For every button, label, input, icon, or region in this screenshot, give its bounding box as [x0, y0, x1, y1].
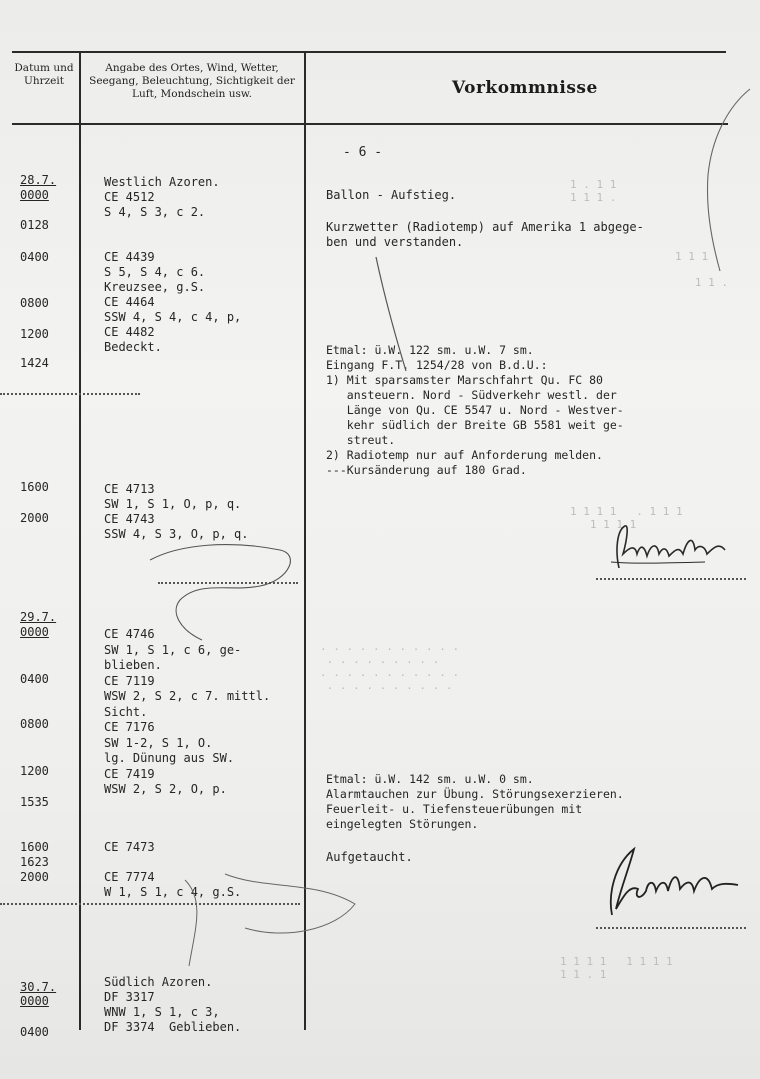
time-entry: 1623	[20, 855, 49, 869]
bleed-through-text: 1 . 1 1 1 1 1 .	[570, 178, 617, 204]
time-entry: 0000	[20, 625, 49, 639]
event-entry: Aufgetaucht.	[326, 850, 413, 864]
pencil-mark	[372, 255, 412, 375]
header-vorkommnisse: Vorkommnisse	[452, 78, 598, 98]
time-entry: 0000	[20, 994, 49, 1008]
time-entry: 0128	[20, 218, 49, 232]
time-entry: 1600	[20, 840, 49, 854]
column-divider-1	[79, 53, 81, 1030]
bleed-through-text: 1 1 1 1 1 1 1 1 1 1 . 1	[560, 955, 673, 981]
date-30-7: 30.7.	[20, 980, 57, 994]
weather-entry: CE 4713 SW 1, S 1, O, p, q. CE 4743 SSW 4, S 3, O, p, q.	[104, 482, 249, 541]
pencil-mark	[140, 540, 310, 650]
weather-entry: Südlich Azoren. DF 3317 WNW 1, S 1, c 3, DF 3374 Geblieben.	[104, 975, 242, 1034]
bleed-through-text: 1 1 1 1 1 .	[675, 250, 728, 289]
signature-1	[605, 520, 735, 575]
time-entry: 0000	[20, 188, 49, 202]
time-entry: 0400	[20, 1025, 49, 1039]
time-entry: 2000	[20, 511, 49, 525]
time-entry: 1200	[20, 327, 49, 341]
page-number: - 6 -	[343, 145, 383, 160]
date-28-7: 28.7.	[20, 173, 57, 187]
pencil-mark	[690, 85, 756, 275]
signature-2	[600, 845, 745, 920]
pencil-mark	[165, 870, 365, 970]
time-entry: 1424	[20, 356, 49, 370]
time-entry: 1200	[20, 764, 49, 778]
header-datum: Datum und Uhrzeit	[14, 62, 74, 87]
date-29-7: 29.7.	[20, 610, 57, 624]
weather-entry: CE 4746 SW 1, S 1, c 6, ge- blieben. CE 7119 WSW 2, S 2, c 7. mittl. Sicht. CE 7176 SW 1-2, S 1, O. lg. Dünung aus SW. CE 7419 WSW 2, S 2, O, p.	[104, 627, 271, 796]
bleed-through-text: . . . . . . . . . . . . . . . . . . . . . . . . . . . . . . . . . . . . . . . . .	[320, 640, 460, 692]
time-entry: 0800	[20, 717, 49, 731]
weather-entry: CE 4439 S 5, S 4, c 6. Kreuzsee, g.S. CE 4464 SSW 4, S 4, c 4, p, CE 4482 Bedeckt.	[104, 250, 242, 354]
time-entry: 0400	[20, 672, 49, 686]
day-separator	[596, 927, 746, 929]
day-separator	[596, 578, 746, 580]
time-entry: 1535	[20, 795, 49, 809]
event-entry: Ballon - Aufstieg.	[326, 188, 457, 202]
weather-entry: Westlich Azoren. CE 4512 S 4, S 3, c 2.	[104, 175, 220, 219]
event-entry: Etmal: ü.W. 122 sm. u.W. 7 sm. Eingang F.T. 1254/28 von B.d.U.: 1) Mit sparsamster Marschfahrt Qu. FC 80 ansteuern. Nord - Südverkehr westl. der Länge von Qu. CE 5547 u. Nord - Westver- kehr südlich der Breite GB 5581 weit ge- streut. 2) Radiotemp nur auf Anforderung melden. ---Kursänderung auf 180 Grad.	[326, 343, 624, 477]
time-entry: 1600	[20, 480, 49, 494]
header-ort-wetter: Angabe des Ortes, Wind, Wetter, Seegang, Beleuchtung, Sichtigkeit der Luft, Mondschein usw.	[89, 62, 295, 100]
event-entry: Kurzwetter (Radiotemp) auf Amerika 1 abgege- ben und verstanden.	[326, 220, 644, 249]
top-rule	[12, 51, 726, 53]
header-rule	[12, 123, 728, 125]
day-separator	[0, 393, 140, 395]
time-entry: 2000	[20, 870, 49, 884]
time-entry: 0400	[20, 250, 49, 264]
weather-entry: CE 7473 CE 7774 W 1, S 1, c 4, g.S.	[104, 840, 242, 899]
bleed-through-text: 1 1 1 1 . 1 1 1 1 1 1 1	[570, 505, 683, 531]
time-entry: 0800	[20, 296, 49, 310]
event-entry: Etmal: ü.W. 142 sm. u.W. 0 sm. Alarmtauchen zur Übung. Störungsexerzieren. Feuerleit- u. Tiefensteuerübungen mit eingelegten Störungen.	[326, 772, 624, 831]
